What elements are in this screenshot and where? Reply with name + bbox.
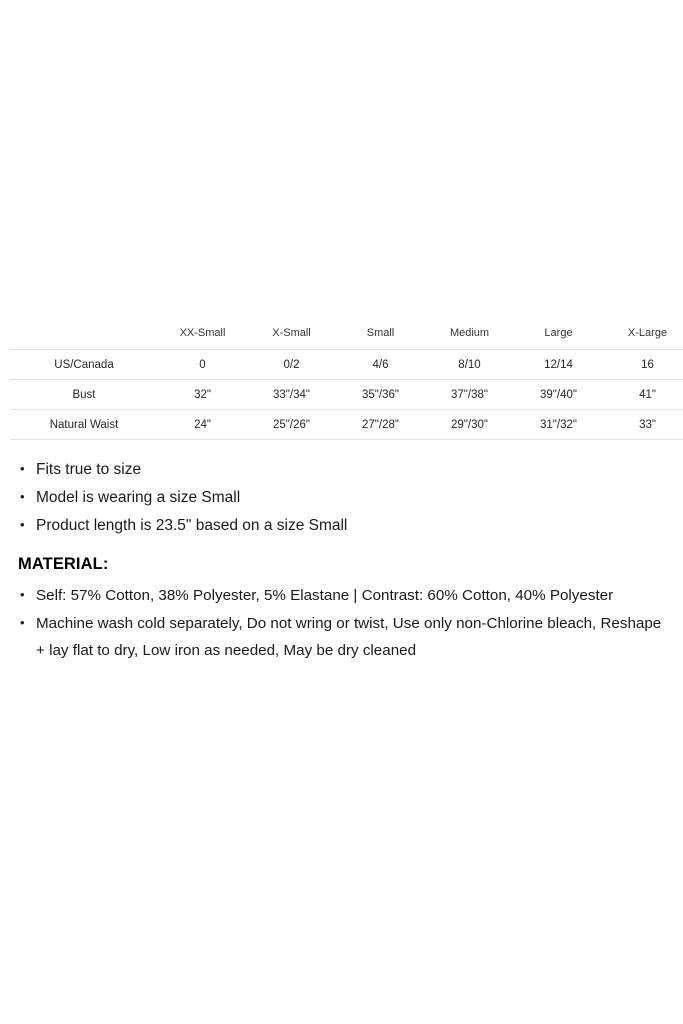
cell-us-canada-small: 4/6 <box>336 350 425 380</box>
fit-notes-list <box>10 456 673 541</box>
column-header-xx-small: XX-Small <box>179 327 226 339</box>
list-item: • Self: 57% Cotton, 38% Polyester, 5% Elastane | Contrast: 60% Cotton, 40% Polyester <box>18 582 665 609</box>
list-item: • Product length is 23.5" based on a size Small <box>18 512 665 540</box>
material-section-title: MATERIAL: <box>18 554 109 573</box>
cell-bust-x-large: 41" <box>603 380 683 410</box>
table-row <box>10 410 683 440</box>
cell-us-canada-x-small: 0/2 <box>247 350 336 380</box>
cell-natural-waist-small: 27"/28" <box>336 410 425 440</box>
cell-us-canada-xx-small: 0 <box>158 350 247 380</box>
column-header-large: Large <box>544 327 573 339</box>
row-label-us-canada: US/Canada <box>10 350 158 380</box>
table-header-row <box>10 318 683 350</box>
cell-natural-waist-xx-small: 24" <box>158 410 247 440</box>
size-chart-header <box>10 318 683 350</box>
row-label-bust: Bust <box>10 380 158 410</box>
size-chart-body <box>10 350 683 440</box>
list-item: • Machine wash cold separately, Do not wring or twist, Use only non-Chlorine bleach, Reshape + lay flat to dry, Low iron as needed, May be dry cleaned <box>18 610 665 664</box>
details-content <box>0 318 683 665</box>
table-row <box>10 380 683 410</box>
cell-us-canada-medium: 8/10 <box>425 350 514 380</box>
size-chart-corner-cell <box>10 318 158 350</box>
cell-us-canada-large: 12/14 <box>514 350 603 380</box>
list-item: • Fits true to size <box>18 456 665 484</box>
cell-bust-small: 35"/36" <box>336 380 425 410</box>
column-header-medium: Medium <box>449 327 490 339</box>
cell-bust-medium: 37"/38" <box>425 380 514 410</box>
size-chart-table <box>10 318 683 440</box>
cell-natural-waist-x-large: 33" <box>603 410 683 440</box>
column-header-x-large: X-Large <box>627 327 668 339</box>
column-header-x-small: X-Small <box>272 327 311 339</box>
cell-bust-xx-small: 32" <box>158 380 247 410</box>
cell-natural-waist-medium: 29"/30" <box>425 410 514 440</box>
cell-bust-large: 39"/40" <box>514 380 603 410</box>
column-header-small: Small <box>366 327 395 339</box>
cell-us-canada-x-large: 16 <box>603 350 683 380</box>
list-item: • Model is wearing a size Small <box>18 484 665 512</box>
row-label-natural-waist: Natural Waist <box>10 410 158 440</box>
cell-natural-waist-x-small: 25"/26" <box>247 410 336 440</box>
cell-natural-waist-large: 31"/32" <box>514 410 603 440</box>
cell-bust-x-small: 33"/34" <box>247 380 336 410</box>
table-row <box>10 350 683 380</box>
material-list <box>10 582 673 664</box>
